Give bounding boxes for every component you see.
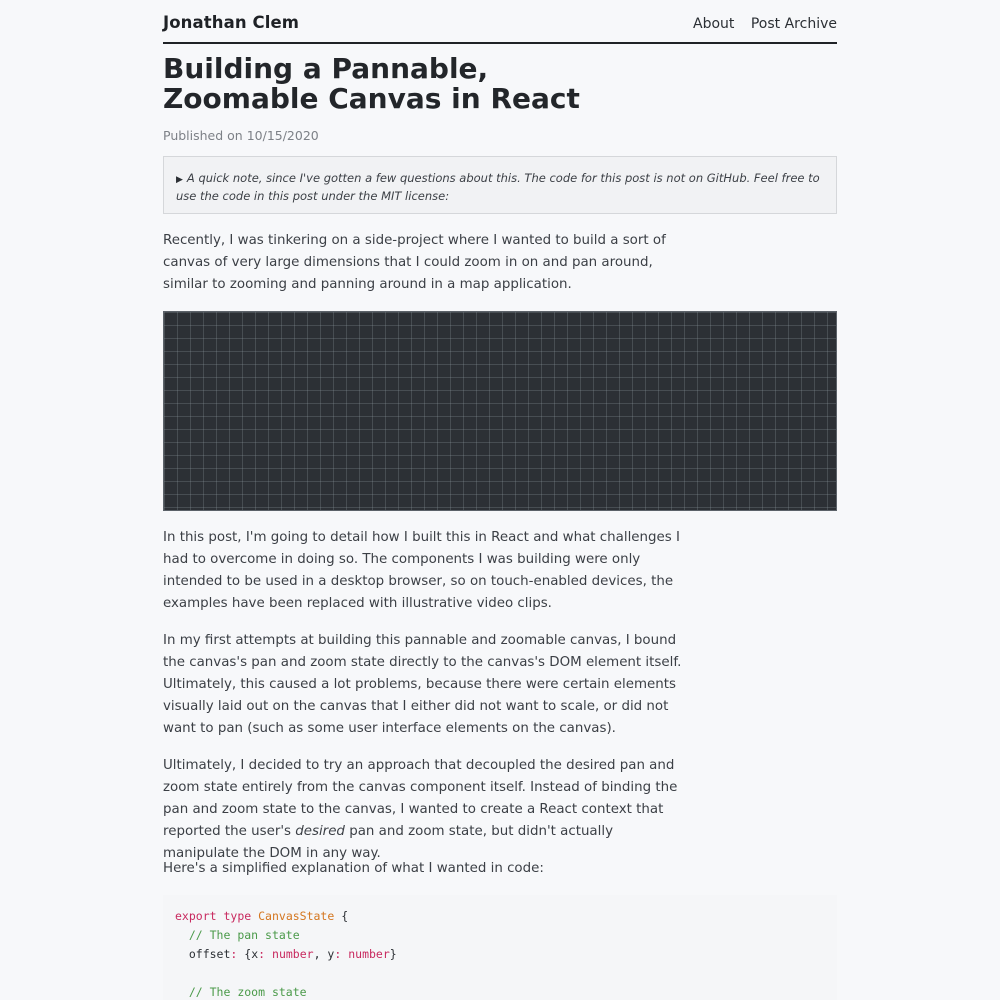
code-type: number <box>348 947 390 961</box>
code-block <box>163 895 837 1000</box>
site-nav <box>681 16 837 32</box>
paragraph-intro: Recently, I was tinkering on a side-project where I wanted to build a sort of canvas of very large dimensions that I could zoom in on and pan around, similar to zooming and panning around in a map application. <box>163 233 666 292</box>
paragraph-approach-text-2: pan and zoom state, but didn't actually manipulate the DOM in any way. <box>163 824 614 861</box>
paragraph-first-attempts: In my first attempts at building this pannable and zoomable canvas, I bound the canvas's pan and zoom state directly to the canvas's DOM element itself. Ultimately, this caused a lot problems, because there were certain elements visually laid out on the canvas that I either did not want to scale, or did not want to pan (such as some user interface elements on the canvas). <box>163 633 682 736</box>
code-comment: // The pan state <box>188 928 300 942</box>
paragraph-code-intro: Here's a simplified explanation of what I wanted in code: <box>163 861 544 876</box>
code-line-2 <box>175 928 300 942</box>
code-keyword: type <box>223 909 252 923</box>
paragraph-overview: In this post, I'm going to detail how I built this in React and what challenges I had to overcome in doing so. The components I was building were only intended to be used in a desktop browser, so on touch-enabled devices, the examples have been replaced with illustrative video clips. <box>163 530 680 611</box>
code-line-5 <box>175 985 307 999</box>
paragraph-approach <box>163 755 693 865</box>
code-punctuation: { <box>341 909 349 923</box>
disclosure-triangle-icon[interactable]: ▶ <box>176 175 183 185</box>
emphasis-desired: desired <box>295 824 345 839</box>
code-field: y <box>327 947 335 961</box>
code-type-name: CanvasState <box>258 909 335 923</box>
license-note-summary: A quick note, since I've gotten a few questions about this. The code for this post is not on GitHub. Feel free to use the code in this post under the MIT license: <box>176 171 820 203</box>
published-date: Published on 10/15/2020 <box>163 128 319 143</box>
code-keyword: export <box>175 909 217 923</box>
license-note-details[interactable] <box>163 156 837 214</box>
site-brand-link[interactable]: Jonathan Clem <box>163 13 300 32</box>
paragraph-approach-text-1: Ultimately, I decided to try an approach that decoupled the desired pan and zoom state entirely from the canvas component itself. Instead of binding the pan and zoom state to the canvas, I wanted to create a React context that reported the user's <box>163 758 678 839</box>
code-line-3: offset: {x: number, y: number} <box>188 947 397 961</box>
zoomable-canvas-demo[interactable] <box>163 311 837 511</box>
nav-post-archive-link[interactable]: Post Archive <box>750 16 837 32</box>
site-header <box>163 0 837 44</box>
code-field: offset <box>188 947 231 961</box>
nav-about-link[interactable]: About <box>693 16 735 32</box>
code-type: number <box>272 947 314 961</box>
code-field: x <box>251 947 259 961</box>
code-line-1 <box>175 909 348 923</box>
code-comment: // The zoom state <box>188 985 307 999</box>
post-title: Building a Pannable, Zoomable Canvas in React <box>163 52 580 115</box>
